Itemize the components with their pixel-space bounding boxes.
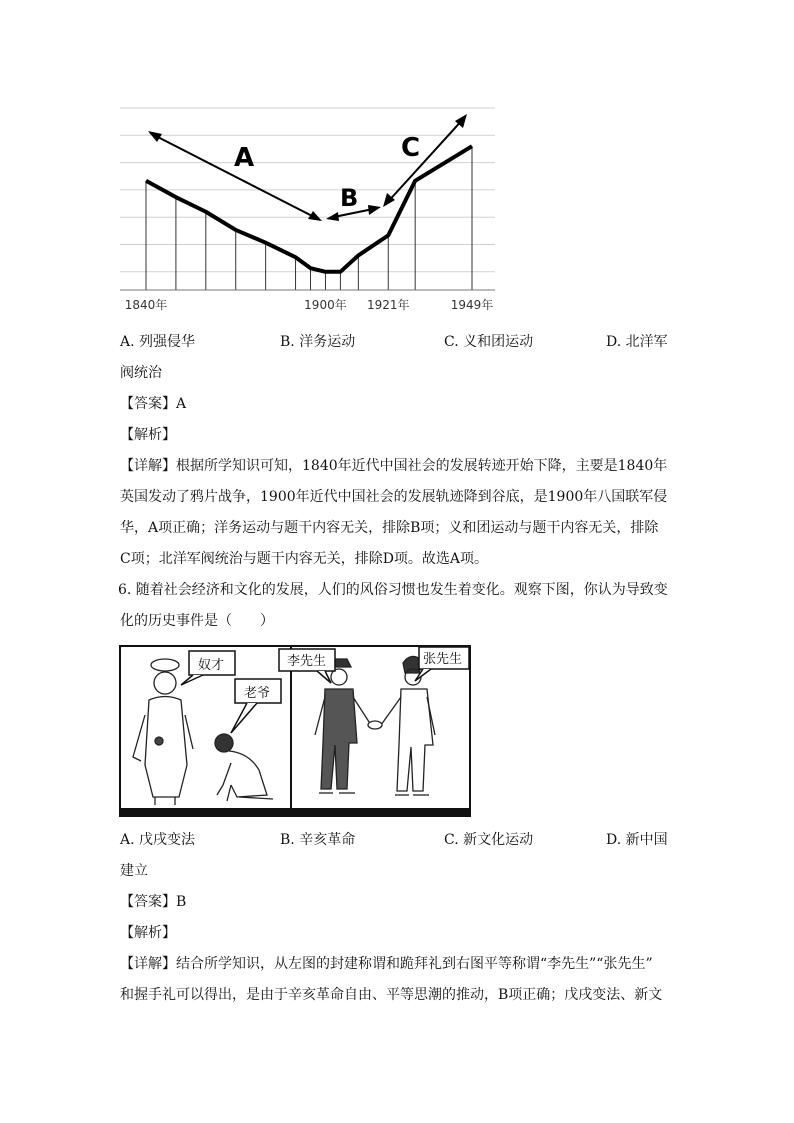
q5-option-a: A. 列强侵华 (120, 334, 196, 350)
x-tick-label: 1921年 (366, 298, 410, 312)
trend-line (146, 146, 472, 272)
bubble-left-2-text: 老爷 (244, 686, 271, 701)
q5-option-c: C. 义和团运动 (444, 334, 534, 350)
q6-option-d-continued: 建立 (120, 863, 148, 879)
q5-option-d: D. 北洋军 (606, 334, 668, 350)
q5-detail-line-2: 英国发动了鸦片战争，1900年近代中国社会的发展轨迹降到谷底，是1900年八国联军侵 (120, 489, 668, 505)
q5-detail-line-3: 华，A项正确；洋务运动与题干内容无关，排除B项；义和团运动与题干内容无关，排除 (120, 520, 659, 536)
q6-option-d: D. 新中国 (606, 832, 668, 848)
x-tick-label: 1840年 (124, 298, 168, 312)
q5-analysis-header: 【解析】 (120, 427, 176, 443)
bubble-right-1-text: 李先生 (287, 654, 327, 669)
arrow-b-head-start (326, 212, 339, 221)
q5-answer: 【答案】A (120, 396, 187, 412)
development-trend-chart (112, 100, 502, 320)
q6-stem-line-2: 化的历史事件是（ ） (120, 613, 274, 629)
q5-detail-line-1: 【详解】根据所学知识可知，1840年近代中国社会的发展转迹开始下降，主要是1840年 (120, 458, 668, 474)
q6-detail-line-1: 【详解】结合所学知识，从左图的封建称谓和跪拜礼到右图平等称谓“李先生”“张先生” (120, 956, 653, 972)
bubble-left-1-text: 奴才 (198, 658, 225, 673)
annotation-b: B (340, 184, 359, 212)
handshake (368, 721, 382, 729)
q6-analysis-header: 【解析】 (120, 925, 176, 941)
q6-stem-line-1: 6. 随着社会经济和文化的发展，人们的风俗习惯也发生着变化。观察下图，你认为导致变 (118, 582, 668, 598)
q6-detail-line-2: 和握手礼可以得出，是由于辛亥革命自由、平等思潮的推动，B项正确；戊戌变法、新文 (120, 987, 663, 1003)
x-tick-label: 1949年 (450, 298, 494, 312)
q6-option-c: C. 新文化运动 (444, 832, 534, 848)
arrow-a-head-end (308, 211, 322, 221)
annotation-c: C (401, 133, 421, 163)
annotation-a: A (234, 143, 255, 173)
q6-answer: 【答案】B (120, 894, 187, 910)
q6-option-a: A. 戊戌变法 (120, 832, 196, 848)
arrow-a-head-start (148, 131, 162, 142)
arrow-b-head-end (368, 205, 381, 215)
x-tick-labels (125, 297, 494, 312)
q5-option-b: B. 洋务运动 (280, 334, 356, 350)
q5-option-d-continued: 阀统治 (120, 365, 162, 381)
arrow-c (385, 117, 465, 205)
bubble-right-2-text: 张先生 (423, 652, 463, 667)
x-tick-label: 1900年 (304, 298, 347, 312)
q6-option-b: B. 辛亥革命 (280, 832, 356, 848)
q6-cartoon (119, 645, 471, 817)
q5-detail-line-4: C项；北洋军阀统治与题干内容无关，排除D项。故选A项。 (120, 551, 489, 567)
